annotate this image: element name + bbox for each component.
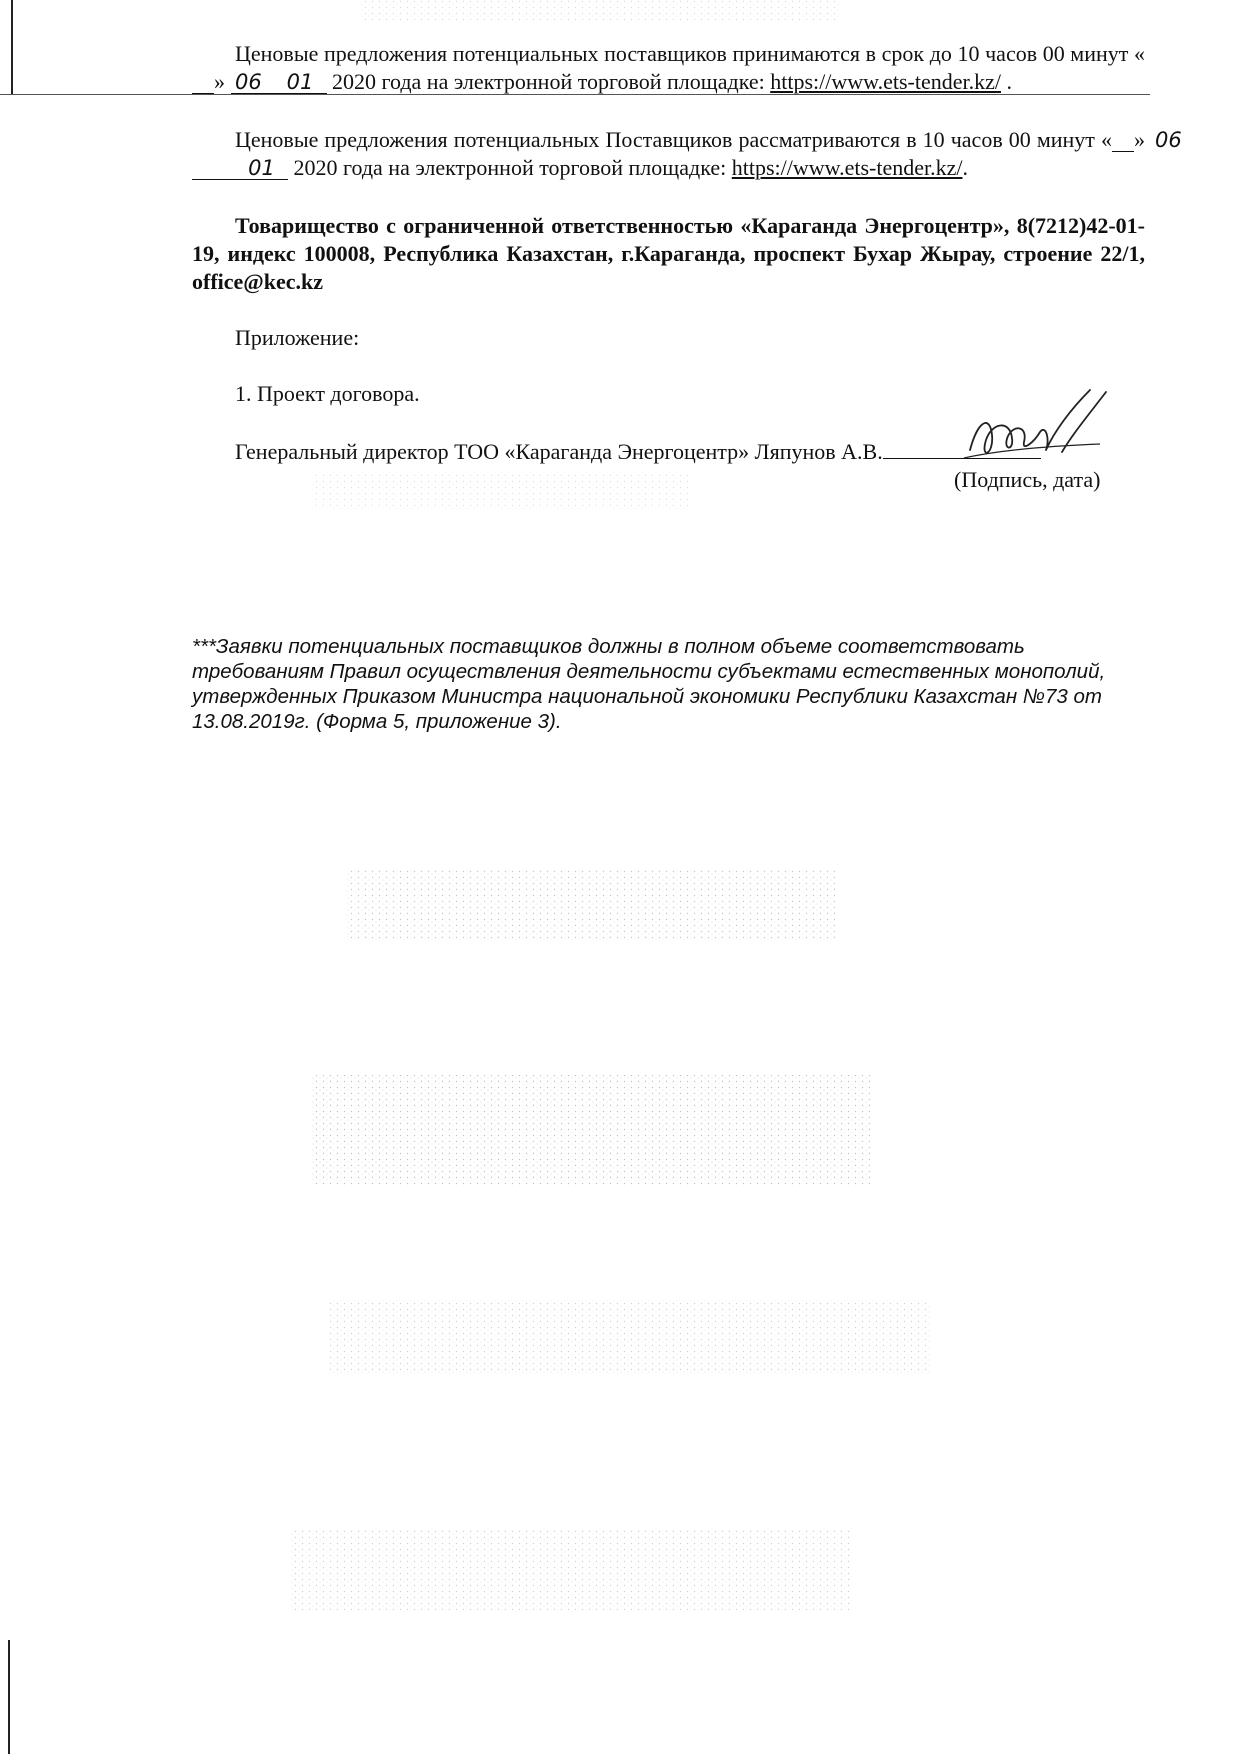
- attachment-heading: Приложение:: [235, 325, 360, 350]
- handwritten-month-2: 01: [192, 157, 288, 180]
- signature-caption: (Подпись, дата): [954, 467, 1101, 492]
- company-details: Товарищество с ограниченной ответственностью «Караганда Энергоцентр», 8(7212)42-01-19, индекс 100008, Республика Казахстан, г.Караганда, проспект Бухар Жырау, строение 22/1, office@kec.kz: [192, 213, 1145, 294]
- para2-text-b: »: [1134, 127, 1145, 152]
- para2-text-d: .: [962, 155, 968, 180]
- handwritten-day: 06: [192, 71, 214, 94]
- handwritten-month: 01: [231, 71, 327, 94]
- para1-text-d: .: [1000, 69, 1012, 94]
- para1-text-a: Ценовые предложения потенциальных поставщиков принимаются в срок до 10 часов 00 минут «: [235, 41, 1145, 66]
- para1-text-c: 2020 года на электронной торговой площадке:: [326, 69, 771, 94]
- signatory-name: Генеральный директор ТОО «Караганда Энергоцентр» Ляпунов А.В.: [235, 439, 883, 464]
- para2-text-a: Ценовые предложения потенциальных Поставщиков рассматриваются в 10 часов 00 минут «: [235, 127, 1112, 152]
- para2-text-c: 2020 года на электронной торговой площадке:: [288, 155, 732, 180]
- ets-tender-link-2[interactable]: https://www.ets-tender.kz/: [731, 155, 963, 180]
- attachment-item: 1. Проект договора.: [235, 381, 420, 406]
- handwritten-day-2: 06: [1112, 129, 1134, 152]
- para1-text-b: »: [214, 69, 231, 94]
- footnote-requirements: ***Заявки потенциальных поставщиков должны в полном объеме соответствовать требованиям Правил осуществления деятельности субъектами естественных монополий, утвержденных Приказом Министра национальной экономики Республики Казахстан №73 от 13.08.2019г. (Форма 5, приложение 3).: [192, 635, 1106, 733]
- ets-tender-link[interactable]: https://www.ets-tender.kz/: [770, 69, 1001, 94]
